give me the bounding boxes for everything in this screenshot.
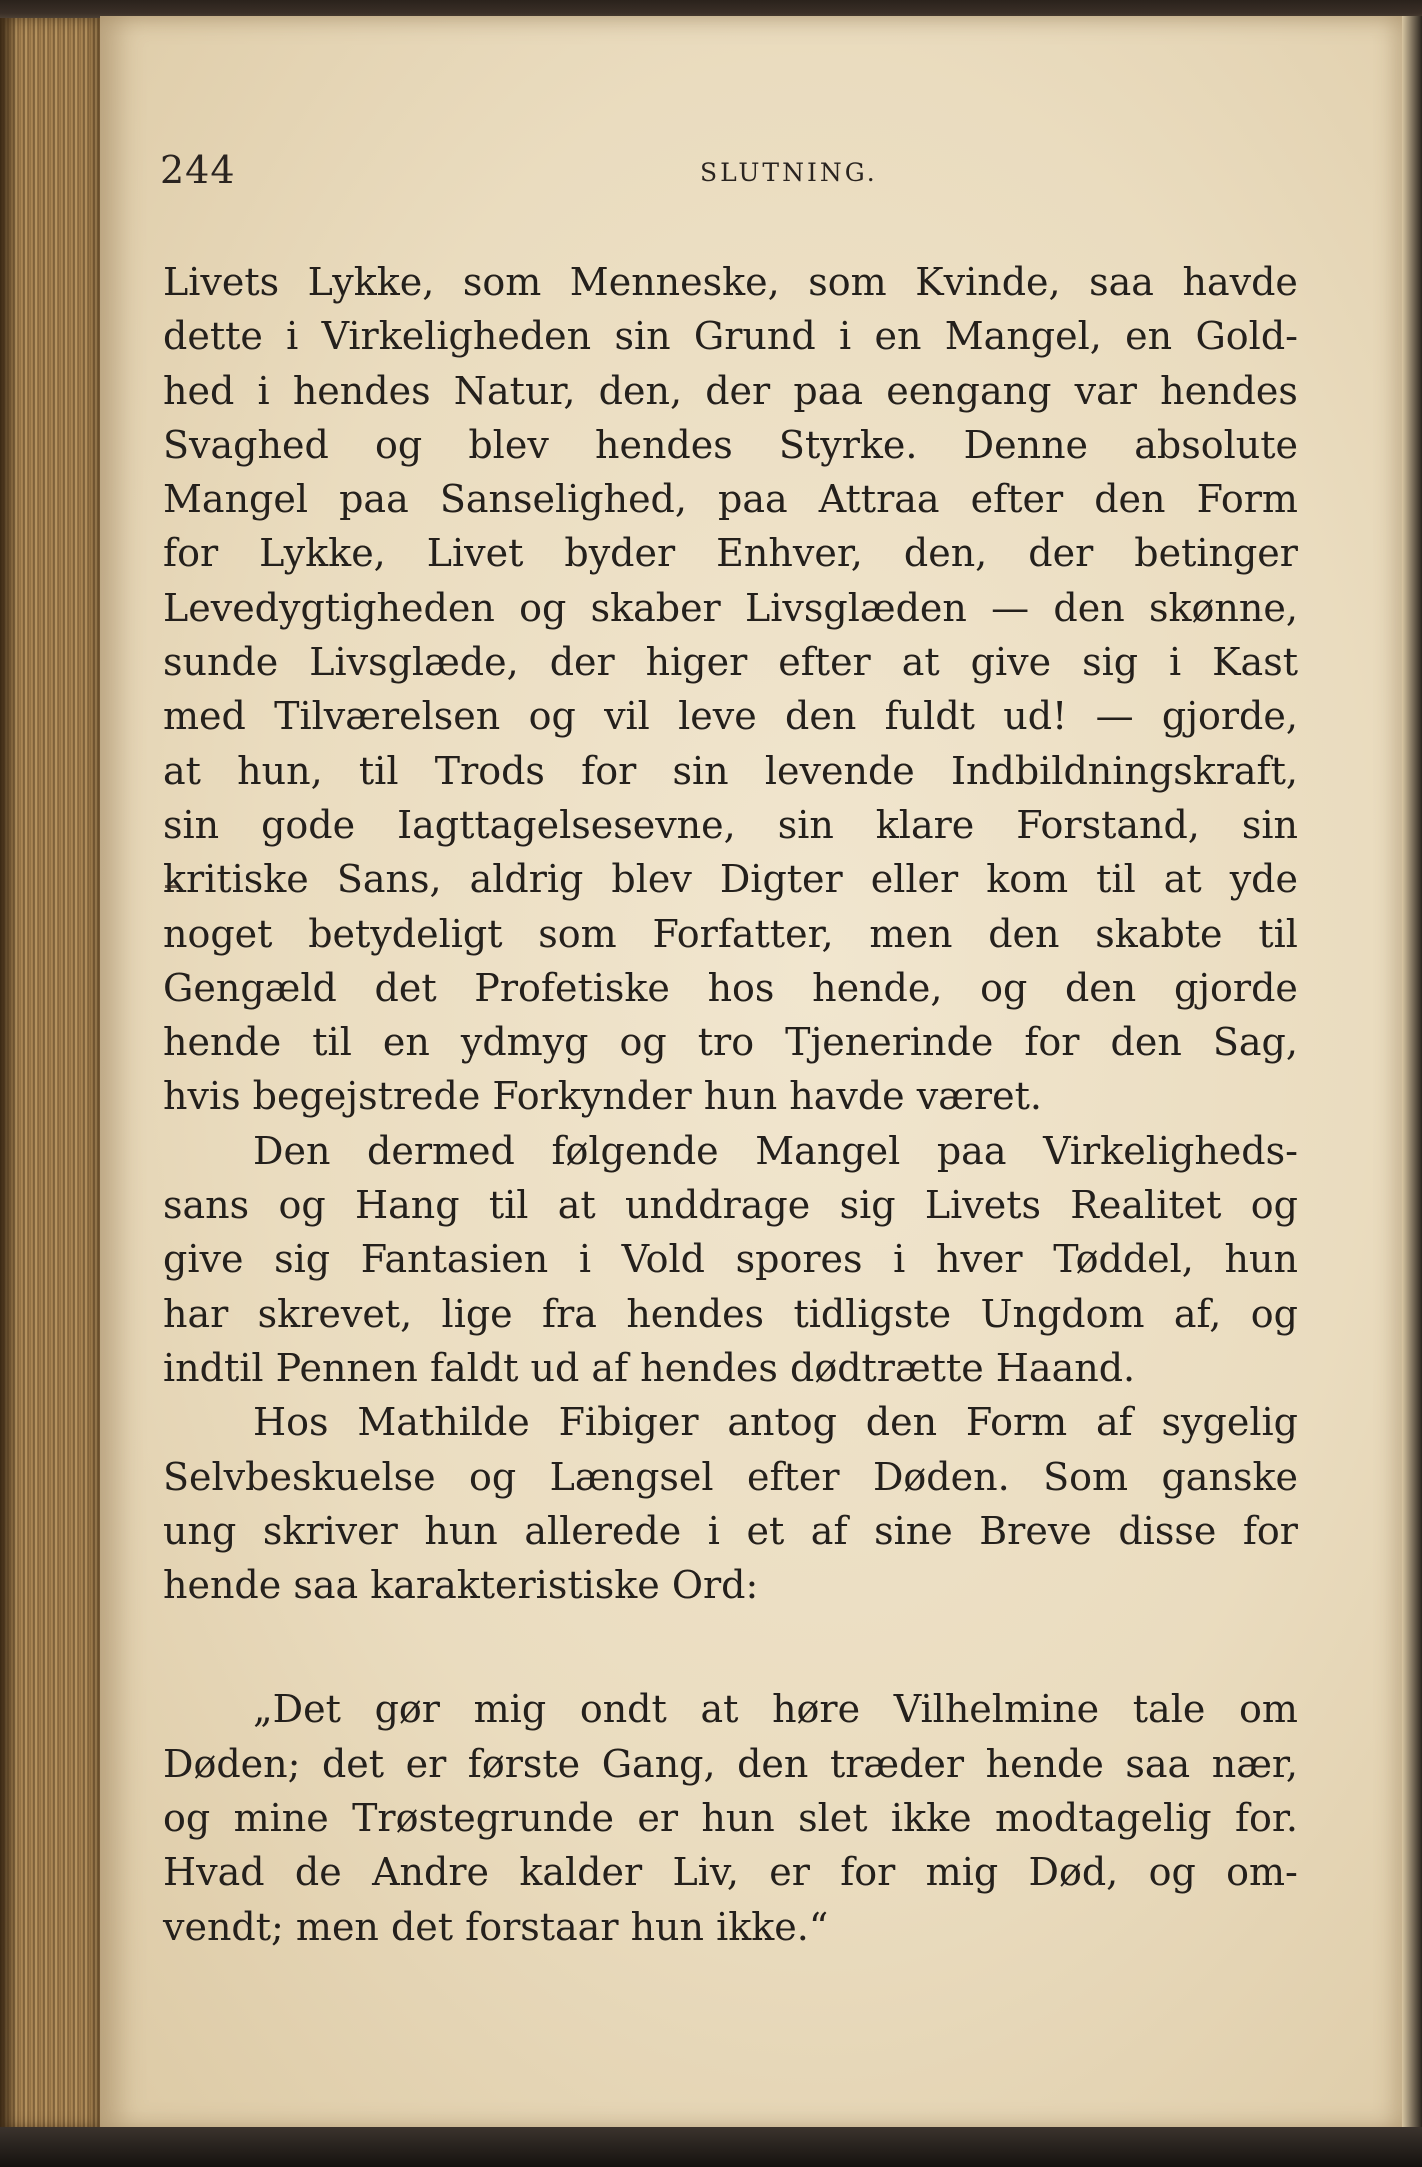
section-title: SLUTNING. xyxy=(700,158,878,187)
text-line: give sig Fantasien i Vold spores i hver Tøddel, hun xyxy=(163,1237,1298,1282)
text-line: sans og Hang til at unddrage sig Livets Realitet og xyxy=(163,1183,1298,1228)
body-text xyxy=(163,255,1298,1954)
text-line: for Lykke, Livet byder Enhver, den, der betinger xyxy=(163,531,1298,576)
text-line: Hos Mathilde Fibiger antog den Form af sygelig xyxy=(253,1400,1298,1445)
text-line: Gengæld det Profetiske hos hende, og den gjorde xyxy=(163,965,1298,1010)
paragraph xyxy=(163,1682,1298,1953)
text-line: Selvbeskuelse og Længsel efter Døden. Som ganske xyxy=(163,1454,1298,1499)
text-line: Døden; det er første Gang, den træder hende saa nær, xyxy=(163,1741,1298,1786)
text-line: sin gode Iagttagelsesevne, sin klare Forstand, sin xyxy=(163,802,1298,847)
paragraph xyxy=(163,255,1298,1124)
text-line: Den dermed følgende Mangel paa Virkeligheds- xyxy=(253,1128,1298,1173)
text-line: har skrevet, lige fra hendes tidligste Ungdom af, og xyxy=(163,1291,1298,1336)
text-line: og mine Trøstegrunde er hun slet ikke modtagelig for. xyxy=(163,1796,1298,1841)
text-line: hvis begejstrede Forkynder hun havde været. xyxy=(163,1074,1042,1119)
text-line: hed i hendes Natur, den, der paa eengang var hendes xyxy=(163,368,1298,413)
text-line: sunde Livsglæde, der higer efter at give sig i Kast xyxy=(163,640,1298,685)
text-line: „Det gør mig ondt at høre Vilhelmine tale om xyxy=(253,1687,1298,1732)
book-bottom-edge xyxy=(0,2127,1422,2167)
text-line: indtil Pennen faldt ud af hendes dødtrætte Haand. xyxy=(163,1345,1136,1390)
text-line: at hun, til Trods for sin levende Indbildningskraft, xyxy=(163,748,1298,793)
page-number: 244 xyxy=(160,148,236,192)
text-line: kritiske Sans, aldrig blev Digter eller kom til at yde xyxy=(163,857,1298,902)
text-line: Svaghed og blev hendes Styrke. Denne absolute xyxy=(163,422,1298,467)
running-head xyxy=(160,148,1200,208)
paragraph xyxy=(163,1395,1298,1612)
text-line: hende saa karakteristiske Ord: xyxy=(163,1563,759,1608)
page-stack-edge xyxy=(0,18,105,2128)
text-line: dette i Virkeligheden sin Grund i en Mangel, en Gold- xyxy=(163,314,1298,359)
text-line: vendt; men det forstaar hun ikke.“ xyxy=(163,1904,829,1949)
text-line: hende til en ydmyg og tro Tjenerinde for den Sag, xyxy=(163,1020,1298,1065)
text-line: noget betydeligt som Forfatter, men den skabte til xyxy=(163,911,1298,956)
paragraph xyxy=(163,1124,1298,1395)
text-line: Livets Lykke, som Menneske, som Kvinde, saa havde xyxy=(163,260,1298,304)
text-line: Hvad de Andre kalder Liv, er for mig Død, og om- xyxy=(163,1850,1298,1895)
text-line: med Tilværelsen og vil leve den fuldt ud! — gjorde, xyxy=(163,694,1298,739)
text-line: ung skriver hun allerede i et af sine Breve disse for xyxy=(163,1508,1298,1553)
gutter-shadow xyxy=(1402,16,1422,2131)
text-line: Mangel paa Sanselighed, paa Attraa efter den Form xyxy=(163,477,1298,522)
text-line: Levedygtigheden og skaber Livsglæden — den skønne, xyxy=(163,585,1298,630)
